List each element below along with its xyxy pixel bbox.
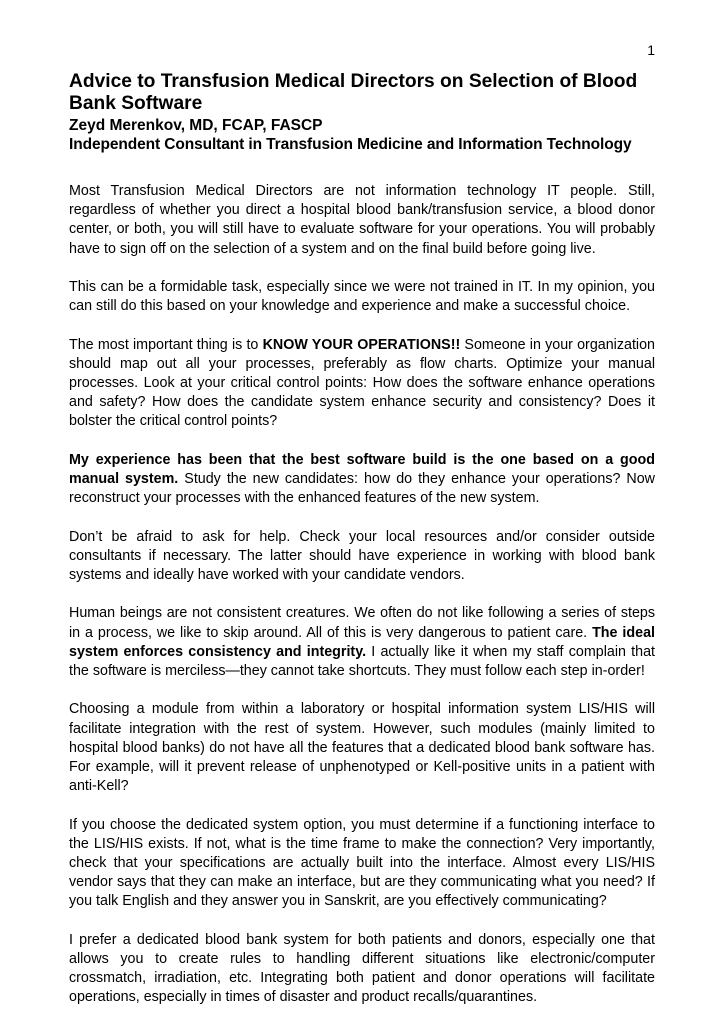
paragraph-formidable-task: This can be a formidable task, especially since we were not trained in IT. In my opinion, you can still do this based on your knowledge and experience and make a successful choice. — [69, 279, 655, 315]
paragraph-know-operations — [69, 336, 655, 432]
paragraph-consistency — [69, 604, 655, 681]
emphasis-best-build: My experience has been that the best software build is the one based on a good manual system. — [69, 451, 655, 487]
emphasis-know-operations: KNOW YOUR OPERATIONS!! — [262, 336, 461, 353]
text-run: Someone in your organization should map out all your processes, preferably as flow charts. Optimize your manual processes. Look at your critical control points: How does the software enhance operations and safety? How does the candidate system enhance security and consistency? Does it bolster the critical control points? — [69, 336, 655, 430]
document-body — [69, 182, 655, 1027]
affiliation-line: Independent Consultant in Transfusion Medicine and Information Technology — [69, 136, 632, 153]
emphasis-ideal-system: The ideal system enforces consistency and integrity. — [69, 624, 655, 660]
paragraph-intro: Most Transfusion Medical Directors are not information technology IT people. Still, regardless of whether you direct a hospital blood bank/transfusion service, a blood donor center, or both, you will still have to evaluate software for your operations. You will probably have to sign off on the selection of a system and on the final build before going live. — [69, 183, 655, 257]
text-run: I actually like it when my staff complain that the software is merciless—they cannot take shortcuts. They must follow each step in-order! — [69, 643, 655, 679]
text-run: Study the new candidates: how do they enhance your operations? Now reconstruct your processes with the enhanced features of the new system. — [69, 471, 656, 507]
document-title: Advice to Transfusion Medical Directors on Selection of Blood Bank Software — [69, 71, 638, 114]
text-run: Human beings are not consistent creatures. We often do not like following a series of steps in a process, we like to skip around. All of this is very dangerous to patient care. — [69, 605, 655, 641]
paragraph-dedicated-system: I prefer a dedicated blood bank system for both patients and donors, especially one that allows you to create rules to handling different situations like electronic/computer crossmatch, irradiation, etc. Integrating both patient and donor operations will facilitate operations, especially in times of disaster and product recalls/quarantines. — [69, 931, 655, 1006]
author-line: Zeyd Merenkov, MD, FCAP, FASCP — [69, 117, 323, 134]
paragraph-manual-system — [69, 451, 655, 509]
paragraph-ask-for-help: Don’t be afraid to ask for help. Check your local resources and/or consider outside consultants if necessary. The latter should have experience in working with blood bank systems and ideally have worked with your candidate vendors. — [69, 528, 655, 583]
text-run: The most important thing is to — [69, 336, 263, 353]
paragraph-lis-his-module: Choosing a module from within a laboratory or hospital information system LIS/HIS will facilitate integration with the rest of system. However, such modules (mainly limited to hospital blood banks) do not have all the features that a dedicated blood bank software has. For example, will it prevent release of unphenotyped or Kell-positive units in a patient with anti-Kell? — [69, 701, 655, 795]
paragraph-interface: If you choose the dedicated system option, you must determine if a functioning interface to the LIS/HIS exists. If not, what is the time frame to make the connection? Very importantly, check that your specifications are actually built into the interface. Almost every LIS/HIS vendor says that they can make an interface, but are they communicating what you need? If you talk English and they answer you in Sanskrit, are you effectively communicating? — [69, 816, 655, 910]
page-number: 1 — [647, 42, 655, 58]
